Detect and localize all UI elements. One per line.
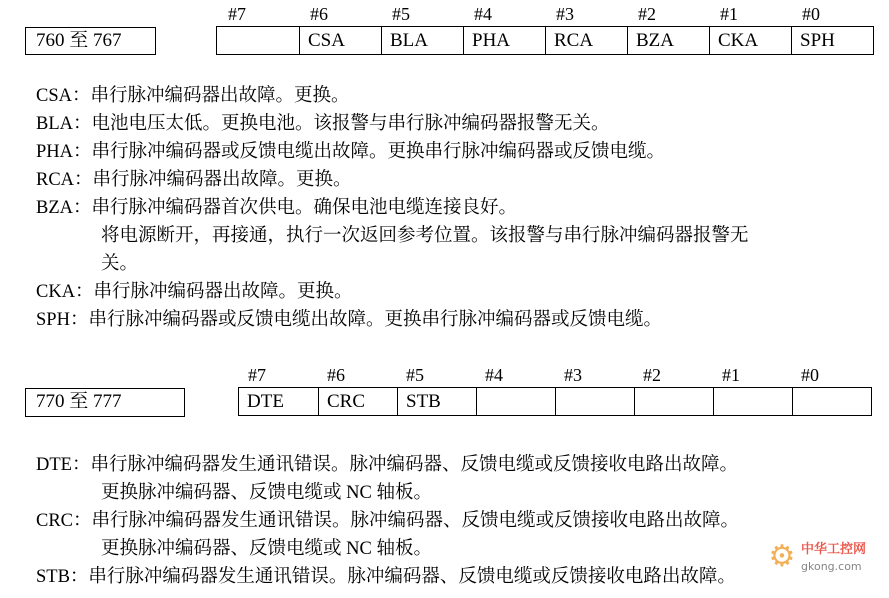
bit-cell: CRC bbox=[318, 388, 397, 415]
bit-header: #4 bbox=[485, 365, 503, 385]
bit-cell: BLA bbox=[381, 27, 463, 54]
description-line: CRC：串行脉冲编码器发生通讯错误。脉冲编码器、反馈电缆或反馈接收电路出故障。 bbox=[36, 511, 740, 531]
bit-header: #6 bbox=[310, 4, 328, 24]
gear-icon: ⚙ bbox=[768, 540, 796, 573]
bit-row bbox=[238, 387, 872, 416]
bit-header: #1 bbox=[722, 365, 740, 385]
bit-header: #2 bbox=[638, 4, 656, 24]
site-watermark bbox=[767, 540, 885, 580]
bit-header: #5 bbox=[392, 4, 410, 24]
description-line: DTE：串行脉冲编码器发生通讯错误。脉冲编码器、反馈电缆或反馈接收电路出故障。 bbox=[36, 455, 738, 475]
bit-cell: BZA bbox=[627, 27, 709, 54]
description-line: 更换脉冲编码器、反馈电缆或 NC 轴板。 bbox=[101, 539, 432, 559]
address-label: 770 至 777 bbox=[36, 391, 122, 412]
bit-table-770-777 bbox=[238, 365, 872, 417]
bit-cell bbox=[634, 388, 713, 415]
bit-header: #0 bbox=[802, 4, 820, 24]
description-line: STB：串行脉冲编码器发生通讯错误。脉冲编码器、反馈电缆或反馈接收电路出故障。 bbox=[36, 567, 736, 587]
description-line: CKA：串行脉冲编码器出故障。更换。 bbox=[36, 282, 353, 302]
description-line: BZA：串行脉冲编码器首次供电。确保电池电缆连接良好。 bbox=[36, 198, 518, 218]
bit-header: #3 bbox=[556, 4, 574, 24]
bit-cell: SPH bbox=[791, 27, 873, 54]
bit-header: #5 bbox=[406, 365, 424, 385]
bit-cell bbox=[713, 388, 792, 415]
bit-cell bbox=[555, 388, 634, 415]
bit-cell: CKA bbox=[709, 27, 791, 54]
bit-header: #3 bbox=[564, 365, 582, 385]
address-box-770-777 bbox=[25, 388, 185, 417]
bit-cell: DTE bbox=[247, 391, 284, 412]
bit-cell: CSA bbox=[299, 27, 381, 54]
description-line: BLA：电池电压太低。更换电池。该报警与串行脉冲编码器报警无关。 bbox=[36, 114, 610, 134]
bit-header: #4 bbox=[474, 4, 492, 24]
bit-cell bbox=[476, 388, 555, 415]
bit-row bbox=[216, 26, 874, 55]
address-box-760-767 bbox=[25, 27, 156, 55]
bit-cell: STB bbox=[397, 388, 476, 415]
bit-header: #0 bbox=[801, 365, 819, 385]
description-line: 关。 bbox=[101, 254, 139, 274]
bit-cell bbox=[217, 27, 299, 54]
description-line: 更换脉冲编码器、反馈电缆或 NC 轴板。 bbox=[101, 483, 432, 503]
bit-header: #7 bbox=[228, 4, 246, 24]
bit-header: #1 bbox=[720, 4, 738, 24]
bit-cell: PHA bbox=[463, 27, 545, 54]
watermark-title: 中华工控网 bbox=[801, 542, 867, 557]
bit-table-760-767 bbox=[216, 4, 874, 56]
bit-cell: RCA bbox=[545, 27, 627, 54]
bit-header: #7 bbox=[248, 365, 266, 385]
address-label: 760 至 767 bbox=[36, 30, 122, 51]
description-line: CSA：串行脉冲编码器出故障。更换。 bbox=[36, 86, 350, 106]
alarm-descriptions-760-767 bbox=[36, 82, 749, 334]
description-line: RCA：串行脉冲编码器出故障。更换。 bbox=[36, 170, 352, 190]
watermark-url: gkong.com bbox=[801, 560, 862, 573]
description-line: 将电源断开，再接通，执行一次返回参考位置。该报警与串行脉冲编码器报警无 bbox=[101, 226, 749, 246]
bit-header: #6 bbox=[327, 365, 345, 385]
bit-cell bbox=[792, 388, 871, 415]
bit-header: #2 bbox=[643, 365, 661, 385]
description-line: SPH：串行脉冲编码器或反馈电缆出故障。更换串行脉冲编码器或反馈电缆。 bbox=[36, 310, 662, 330]
description-line: PHA：串行脉冲编码器或反馈电缆出故障。更换串行脉冲编码器或反馈电缆。 bbox=[36, 142, 666, 162]
alarm-descriptions-770-777 bbox=[36, 451, 739, 591]
